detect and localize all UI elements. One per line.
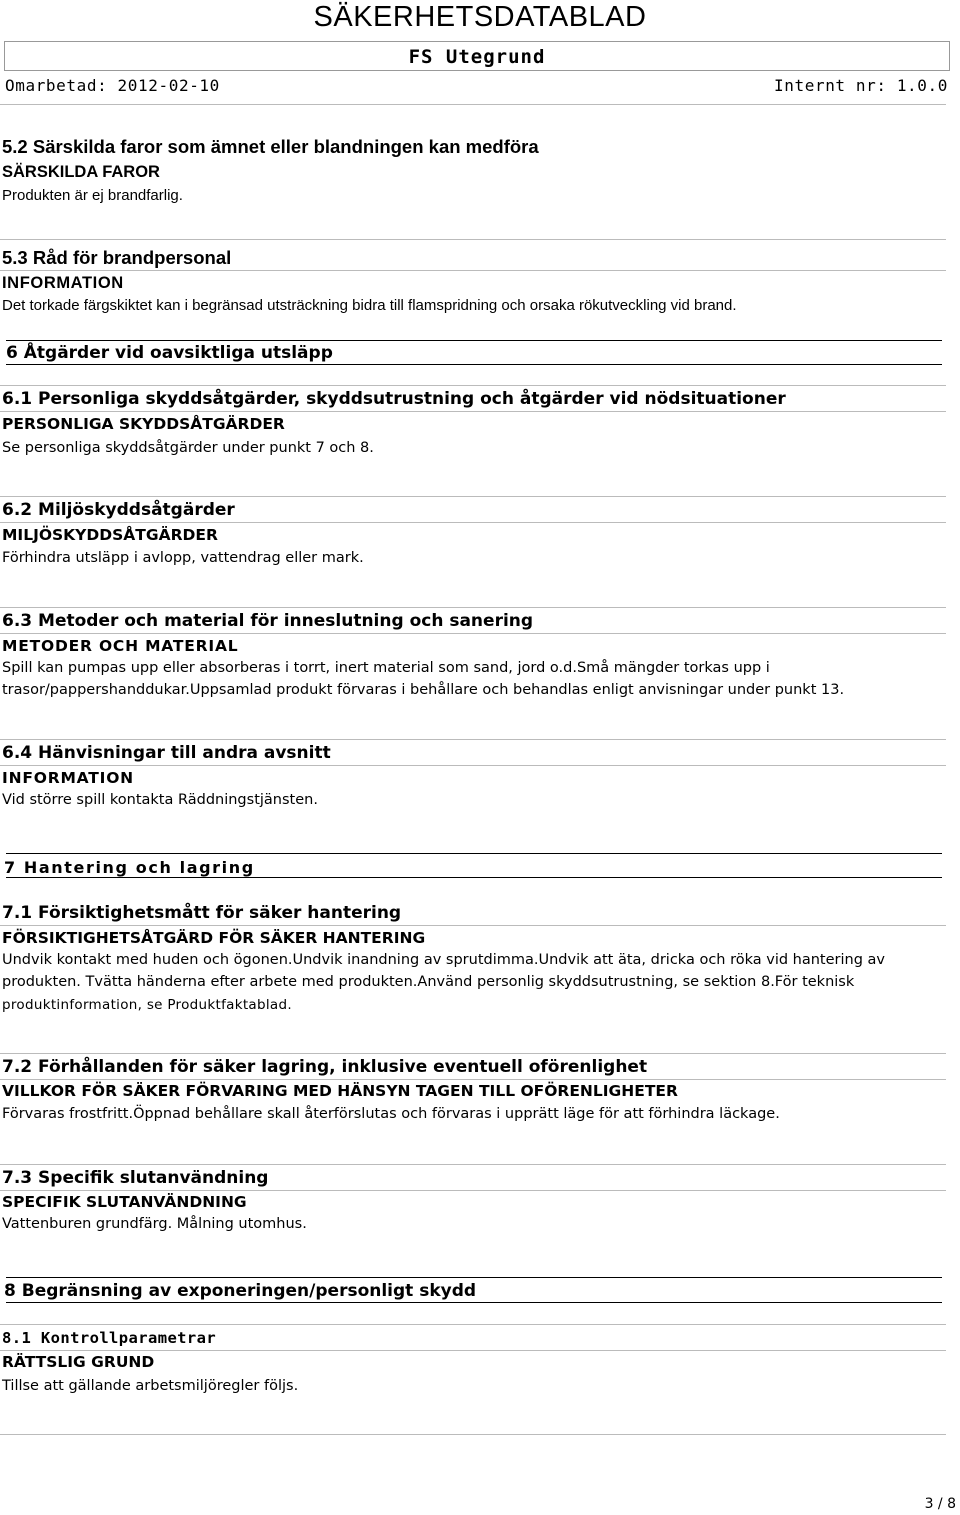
divider [0,411,946,412]
divider [0,1053,946,1054]
revised-date: Omarbetad: 2012-02-10 [5,76,220,95]
section-8-1-heading: 8.1 Kontrollparametrar [2,1329,217,1347]
header-divider [0,104,946,105]
divider [0,1079,946,1080]
section-divider [6,364,942,365]
section-6-3-heading: 6.3 Metoder och material för inneslutning och sanering [2,611,534,631]
section-6-4-text: Vid större spill kontakta Räddningstjänsten. [2,792,318,808]
document-title: SÄKERHETSDATABLAD [313,1,647,33]
product-name: FS Utegrund [4,41,950,71]
divider [0,925,946,926]
section-5-2-label: SÄRSKILDA FAROR [2,163,160,181]
divider [0,1434,946,1435]
section-6-1-label: PERSONLIGA SKYDDSÅTGÄRDER [2,415,285,433]
divider [0,1350,946,1351]
divider [0,633,946,634]
divider [0,1190,946,1191]
section-divider [6,877,942,878]
section-divider [6,1277,942,1278]
divider [0,385,946,386]
section-divider [6,1302,942,1303]
section-8-1-label: RÄTTSLIG GRUND [2,1353,155,1371]
section-7-1-text-line-3: produktinformation, se Produktfaktablad. [2,997,292,1013]
section-7-2-text: Förvaras frostfritt.Öppnad behållare skall återförslutas och förvaras i upprätt läge för att förhindra läckage. [2,1106,780,1122]
divider [0,522,946,523]
section-divider [6,340,942,341]
section-7-heading: 7 Hantering och lagring [4,858,255,877]
section-7-2-label: VILLKOR FÖR SÄKER FÖRVARING MED HÄNSYN TAGEN TILL OFÖRENLIGHETER [2,1082,678,1100]
section-5-2-heading: 5.2 Särskilda faror som ämnet eller blandningen kan medföra [2,136,539,157]
section-6-2-label: MILJÖSKYDDSÅTGÄRDER [2,526,218,544]
divider [0,1164,946,1165]
section-8-heading: 8 Begränsning av exponeringen/personligt skydd [4,1281,477,1301]
internal-number: Internt nr: 1.0.0 [774,76,948,95]
section-6-2-heading: 6.2 Miljöskyddsåtgärder [2,500,235,520]
section-7-2-heading: 7.2 Förhållanden för säker lagring, inklusive eventuell oförenlighet [2,1057,648,1077]
divider [0,496,946,497]
divider [0,765,946,766]
section-7-3-heading: 7.3 Specifik slutanvändning [2,1168,269,1188]
section-7-3-label: SPECIFIK SLUTANVÄNDNING [2,1193,247,1211]
section-6-3-text-line-2: trasor/pappershanddukar.Uppsamlad produkt förvaras i behållare och behandlas enligt anvisningar under punkt 13. [2,682,845,698]
section-7-1-heading: 7.1 Försiktighetsmått för säker hantering [2,903,402,923]
divider [0,739,946,740]
section-7-1-label: FÖRSIKTIGHETSÅTGÄRD FÖR SÄKER HANTERING [2,929,426,947]
section-6-4-heading: 6.4 Hänvisningar till andra avsnitt [2,743,331,763]
divider [0,607,946,608]
section-5-3-text: Det torkade färgskiktet kan i begränsad utsträckning bidra till flamspridning och orsaka rökutveckling vid brand. [2,297,737,314]
section-6-1-heading: 6.1 Personliga skyddsåtgärder, skyddsutrustning och åtgärder vid nödsituationer [2,389,786,409]
divider [0,239,946,240]
section-5-3-label: INFORMATION [2,274,124,292]
section-6-heading: 6 Åtgärder vid oavsiktliga utsläpp [6,343,333,363]
section-6-1-text: Se personliga skyddsåtgärder under punkt 7 och 8. [2,440,374,456]
section-6-3-text-line-1: Spill kan pumpas upp eller absorberas i torrt, inert material som sand, jord o.d.Små mängder torkas upp i [2,660,770,676]
section-6-3-label: METODER OCH MATERIAL [2,637,239,655]
section-7-3-text: Vattenburen grundfärg. Målning utomhus. [2,1216,307,1232]
page-number: 3 / 8 [924,1496,956,1512]
section-7-1-text-line-1: Undvik kontakt med huden och ögonen.Undvik inandning av sprutdimma.Undvik att äta, dricka och röka vid hantering av [2,952,885,968]
section-5-3-heading: 5.3 Råd för brandpersonal [2,247,232,268]
section-5-2-text: Produkten är ej brandfarlig. [2,187,183,204]
divider [0,1324,946,1325]
section-6-2-text: Förhindra utsläpp i avlopp, vattendrag eller mark. [2,550,364,566]
section-6-4-label: INFORMATION [2,769,134,787]
section-7-1-text-line-2: produkten. Tvätta händerna efter arbete med produkten.Använd personlig skyddsutrustning, se sektion 8.För teknisk [2,974,855,990]
divider [0,270,946,271]
section-8-1-text: Tillse att gällande arbetsmiljöregler följs. [2,1378,299,1394]
section-divider [6,853,942,854]
